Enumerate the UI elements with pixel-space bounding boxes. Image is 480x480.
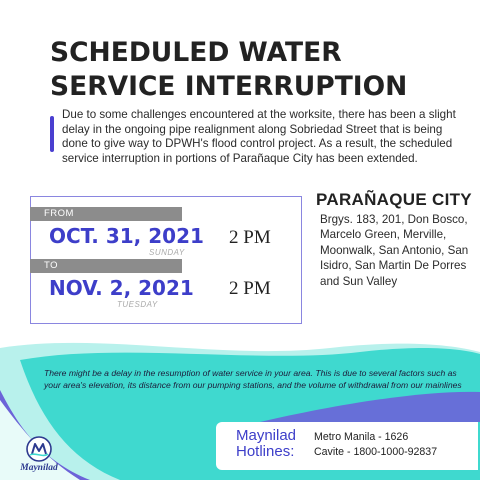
logo-wordmark: Maynilad [20,463,58,473]
hotline-numbers [314,430,437,460]
title-line-1: SCHEDULED WATER [50,37,342,68]
city-heading: PARAÑAQUE CITY [316,190,472,209]
from-date: OCT. 31, 2021 [49,224,204,248]
schedule-box [30,196,302,324]
maynilad-logo [14,436,62,476]
hotline-panel [216,422,478,470]
maynilad-logo-icon [26,436,52,462]
title-line-2: SERVICE INTERRUPTION [50,71,408,102]
hotline-metro-manila: Metro Manila - 1626 [314,431,409,443]
to-day: TUESDAY [117,300,158,309]
advisory-title [50,36,450,104]
hotline-title-line-1: Maynilad [236,427,297,444]
intro-paragraph: Due to some challenges encountered at the worksite, there has been a slight delay in the ongoing pipe realignment along Sobriedad Street that is being done to give way to DPWH's flood control project. As a result, the scheduled service interruption in portions of Parañaque City has been extended. [62,108,456,165]
from-day: SUNDAY [149,248,185,257]
barangay-list: Brgys. 183, 201, Don Bosco, Marcelo Green, Merville, Moonwalk, San Antonio, San Isidro, San Martin De Porres and Sun Valley [320,213,469,288]
hotline-title [236,428,296,460]
hotline-cavite: Cavite - 1800-1000-92837 [314,446,438,458]
to-date: NOV. 2, 2021 [49,276,194,300]
from-time: 2 PM [229,227,271,248]
from-label: FROM [30,207,182,221]
delay-notice: There might be a delay in the resumption of water service in your area. This is due to several factors such as your area's elevation, its distance from our pumping stations, and the volume of withdrawal from our mainlines [44,368,462,390]
hotline-title-line-2: Hotlines: [236,443,295,460]
to-label: TO [30,259,182,273]
to-time: 2 PM [229,278,271,299]
accent-bar [50,116,54,152]
